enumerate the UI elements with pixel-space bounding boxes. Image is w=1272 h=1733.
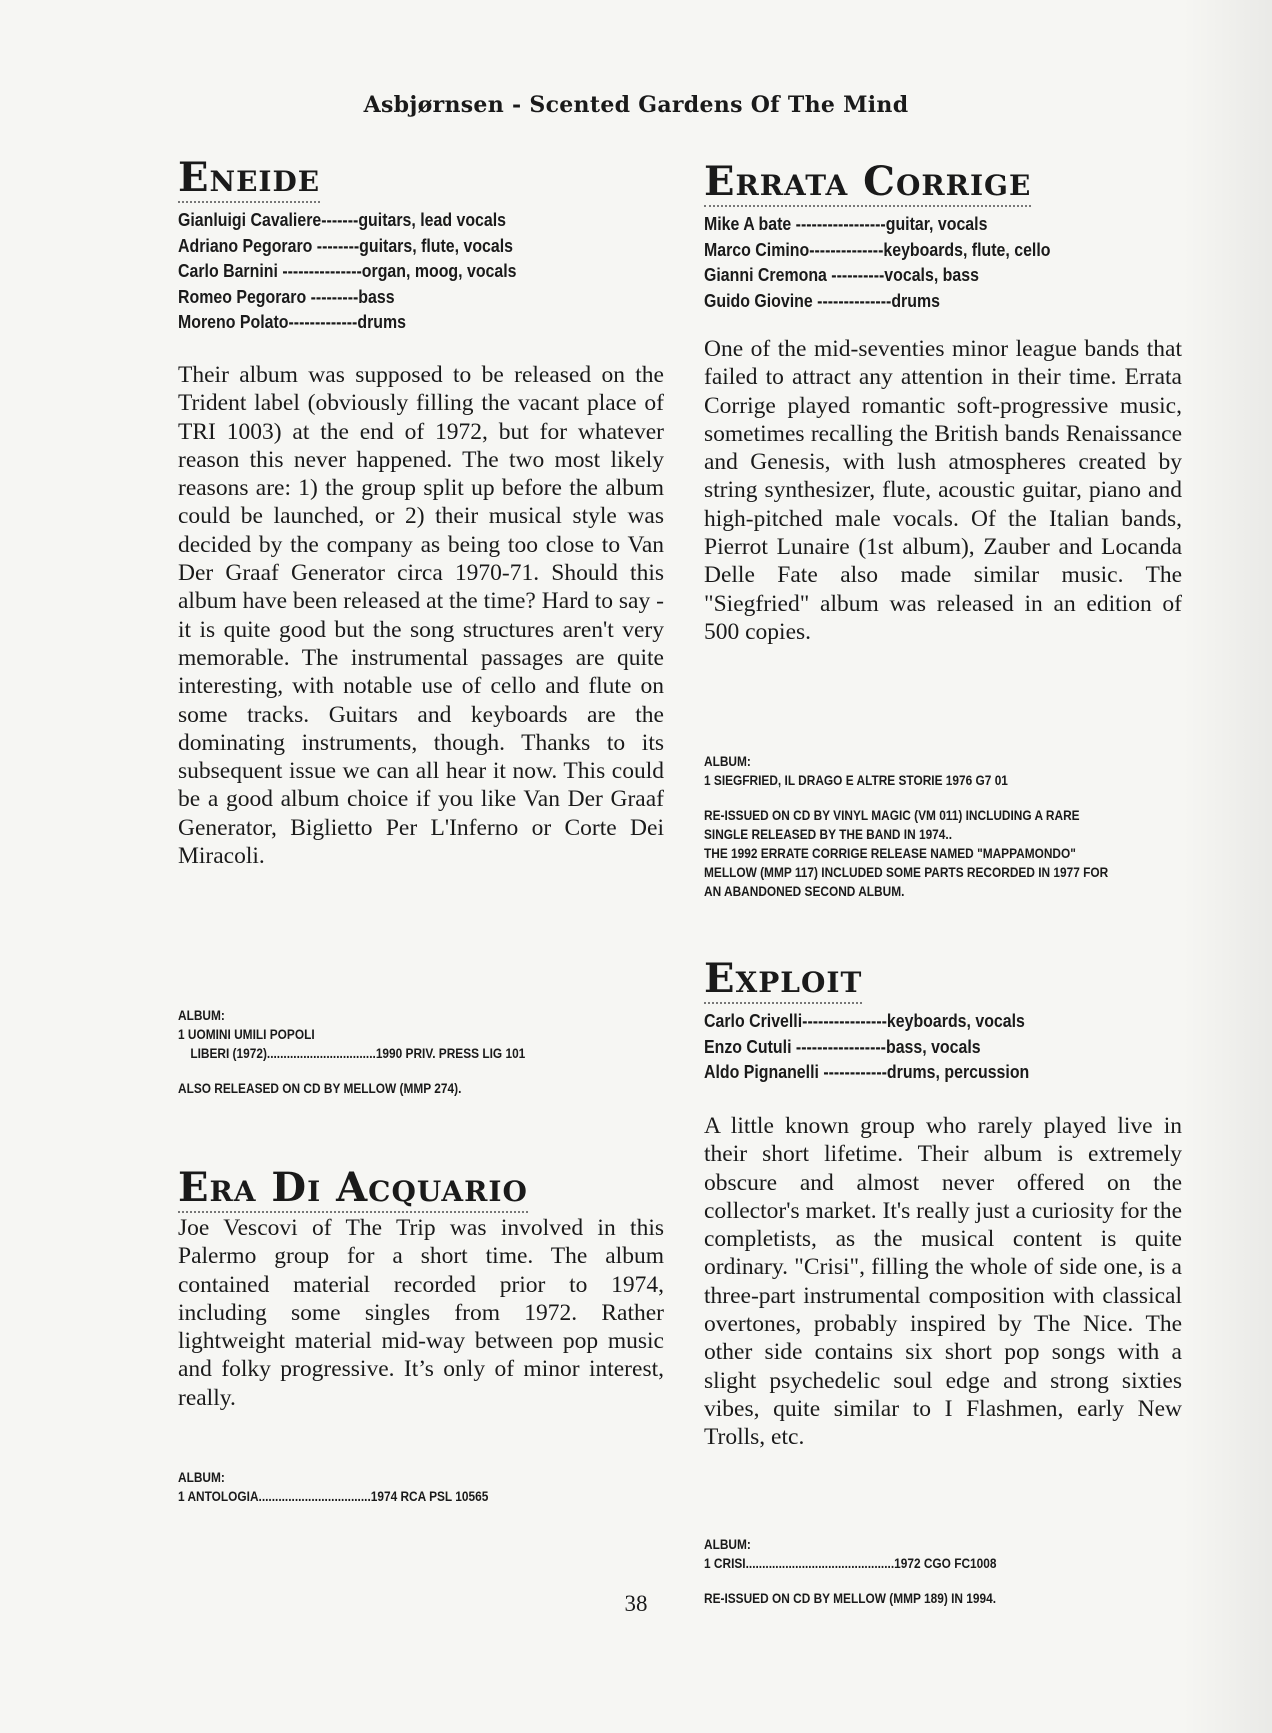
album-entry: 1 ANTOLOGIA..................................1974 RCA PSL 10565 bbox=[178, 1489, 489, 1504]
release-note: RE-ISSUED ON CD BY MELLOW (MMP 189) IN 1994. bbox=[704, 1591, 996, 1606]
release-note: ALSO RELEASED ON CD BY MELLOW (MMP 274). bbox=[178, 1081, 462, 1096]
release-note: SINGLE RELEASED BY THE BAND IN 1974.. bbox=[704, 827, 952, 842]
band-title-text: Eneide bbox=[178, 154, 321, 201]
lineup-member: Carlo Barnini ---------------organ, moog, vocals bbox=[178, 260, 517, 281]
entry-errata-corrige bbox=[704, 160, 1182, 313]
review-text: Joe Vescovi of The Trip was involved in this Palermo group for a short time. The album contained material recorded prior to 1974, including some singles from 1972. Rather lightweight material mid-way between pop music and folky progressive. It’s only of minor interest, really. bbox=[178, 1215, 664, 1411]
review-text: A little known group who rarely played live in their short lifetime. Their album is extremely obscure and almost never offered on the collector's market. It's really just a curiosity for the completists, as the musical content is quite ordinary. "Crisi", filling the whole of side one, is a three-part instrumental composition with classical overtones, probably inspired by The Nice. The other side contains six short pop songs with a slight psychedelic soul edge and strong sixties vibes, quite similar to I Flashmen, early New Trolls, etc. bbox=[704, 1113, 1182, 1451]
lineup-member: Romeo Pegoraro ---------bass bbox=[178, 285, 395, 307]
release-note: MELLOW (MMP 117) INCLUDED SOME PARTS RECORDED IN 1977 FOR bbox=[704, 865, 1109, 880]
lineup-member: Adriano Pegoraro --------guitars, flute, vocals bbox=[178, 234, 514, 256]
lineup-member: Guido Giovine --------------drums bbox=[704, 289, 940, 311]
lineup-member: Mike A bate -----------------guitar, vocals bbox=[704, 213, 988, 234]
discography bbox=[178, 1006, 664, 1098]
album-label: ALBUM: bbox=[704, 1537, 751, 1552]
release-note: AN ABANDONED SECOND ALBUM. bbox=[704, 884, 905, 899]
lineup-member: Moreno Polato-------------drums bbox=[178, 311, 406, 332]
discography bbox=[178, 1468, 664, 1506]
band-title bbox=[704, 160, 1182, 207]
page-gutter-shadow bbox=[1182, 0, 1272, 1733]
review-text: Their album was supposed to be released on the Trident label (obviously filling the vacant place of TRI 1003) at the end of 1972, but for whatever reason this never happened. The two most likely reasons are: 1) the group split up before the album could be launched, or 2) their musical style was decided by the company as being too close to Van Der Graaf Generator circa 1970-71. Should this album have been released at the time? Hard to say - it is quite good but the song structures aren't very memorable. The instrumental passages are quite interesting, with notable use of cello and flute on some tracks. Guitars and keyboards are the dominating instruments, though. Thanks to its subsequent issue we can all hear it now. This could be a good album choice if you like Van Der Graaf Generator, Biglietto Per L'Inferno or Corte Dei Miracoli. bbox=[178, 362, 664, 870]
album-label: ALBUM: bbox=[178, 1008, 225, 1023]
band-title-text: Era Di Acquario bbox=[178, 1164, 528, 1211]
discography bbox=[704, 752, 1182, 901]
release-note: THE 1992 ERRATE CORRIGE RELEASE NAMED "MAPPAMONDO" bbox=[704, 846, 1076, 861]
lineup bbox=[704, 211, 1182, 313]
album-label: ALBUM: bbox=[178, 1470, 225, 1485]
release-note: RE-ISSUED ON CD BY VINYL MAGIC (VM 011) INCLUDING A RARE bbox=[704, 808, 1080, 823]
lineup-member: Gianluigi Cavaliere-------guitars, lead vocals bbox=[178, 209, 507, 230]
lineup-member: Aldo Pignanelli ------------drums, percussion bbox=[704, 1061, 1030, 1082]
album-entry: 1 SIEGFRIED, IL DRAGO E ALTRE STORIE 1976 G7 01 bbox=[704, 773, 1008, 788]
lineup-member: Gianni Cremona ----------vocals, bass bbox=[704, 264, 979, 285]
lineup bbox=[704, 1008, 1182, 1085]
entry-eneide bbox=[178, 156, 664, 335]
band-title bbox=[704, 957, 1182, 1004]
lineup bbox=[178, 207, 664, 335]
album-label: ALBUM: bbox=[704, 754, 751, 769]
lineup-member: Enzo Cutuli -----------------bass, vocals bbox=[704, 1035, 981, 1057]
entry-exploit bbox=[704, 957, 1182, 1085]
band-title bbox=[178, 156, 664, 203]
page-number: 38 bbox=[624, 1591, 648, 1616]
band-title-text: Errata Corrige bbox=[704, 158, 1032, 205]
entry-era-di-acquario bbox=[178, 1166, 664, 1213]
running-head: Asbjørnsen - Scented Gardens Of The Mind bbox=[363, 92, 909, 118]
album-entry-continued: LIBERI (1972).................................1990 PRIV. PRESS LIG 101 bbox=[190, 1046, 526, 1061]
lineup-member: Marco Cimino--------------keyboards, flute, cello bbox=[704, 238, 1051, 260]
band-title-text: Exploit bbox=[704, 955, 863, 1002]
review-text: One of the mid-seventies minor league bands that failed to attract any attention in their time. Errata Corrige played romantic soft-progressive music, sometimes recalling the British bands Renaissance and Genesis, with lush atmospheres created by string synthesizer, flute, acoustic guitar, piano and high-pitched male vocals. Of the Italian bands, Pierrot Lunaire (1st album), Zauber and Locanda Delle Fate also made similar music. The "Siegfried" album was released in an edition of 500 copies. bbox=[704, 336, 1182, 645]
lineup-member: Carlo Crivelli----------------keyboards, vocals bbox=[704, 1010, 1025, 1031]
band-title bbox=[178, 1166, 664, 1213]
album-entry: 1 CRISI.............................................1972 CGO FC1008 bbox=[704, 1556, 997, 1571]
album-entry: 1 UOMINI UMILI POPOLI bbox=[178, 1027, 315, 1042]
